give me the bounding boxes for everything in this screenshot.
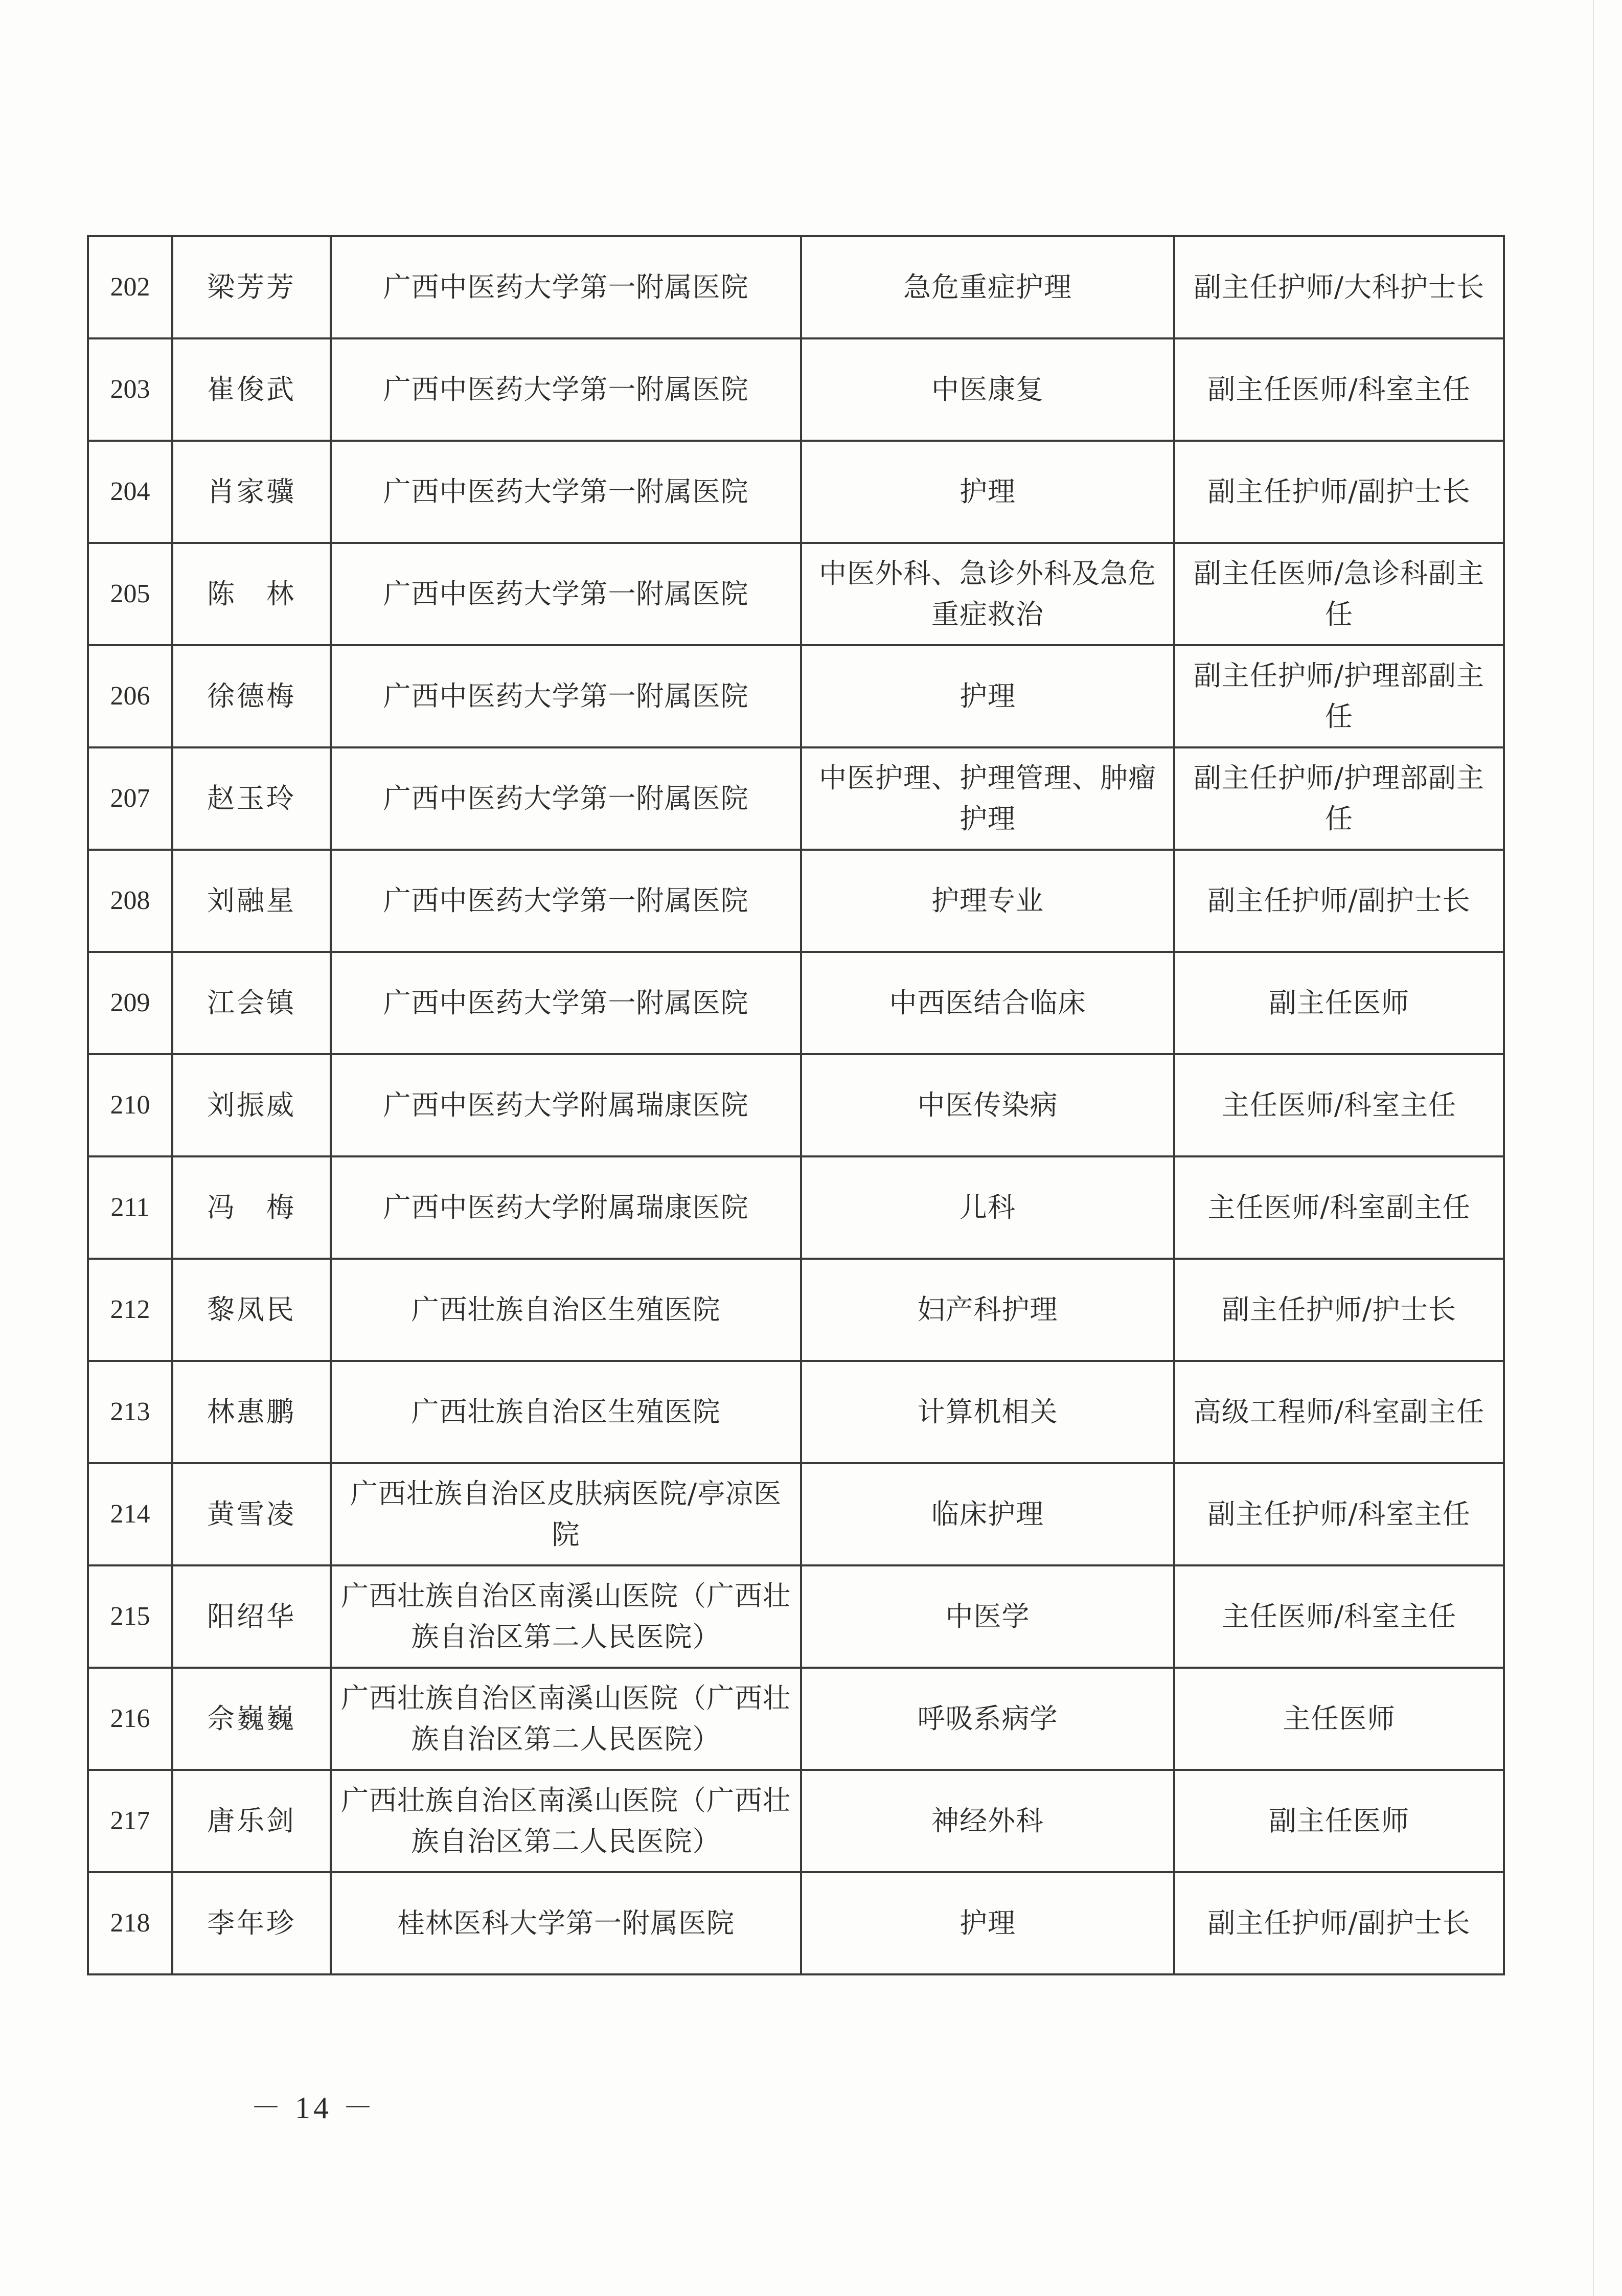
cell-unit: 广西壮族自治区生殖医院: [331, 1361, 801, 1463]
cell-specialty: 急危重症护理: [801, 236, 1174, 338]
cell-unit: 广西中医药大学附属瑞康医院: [331, 1054, 801, 1156]
cell-number: 213: [88, 1361, 172, 1463]
cell-specialty: 中医传染病: [801, 1054, 1174, 1156]
cell-title: 副主任护师/护理部副主任: [1174, 747, 1504, 850]
cell-specialty: 儿科: [801, 1156, 1174, 1259]
table-row: [88, 1565, 1504, 1668]
cell-unit: 广西中医药大学第一附属医院: [331, 441, 801, 543]
cell-number: 216: [88, 1668, 172, 1770]
cell-name: 佘巍巍: [172, 1668, 331, 1770]
cell-specialty: 中医护理、护理管理、肿瘤护理: [801, 747, 1174, 850]
cell-name: 黄雪凌: [172, 1463, 331, 1565]
roster-table-body: [88, 236, 1504, 1974]
cell-name: 冯 梅: [172, 1156, 331, 1259]
cell-specialty: 神经外科: [801, 1770, 1174, 1872]
cell-unit: 桂林医科大学第一附属医院: [331, 1872, 801, 1974]
cell-unit: 广西中医药大学第一附属医院: [331, 952, 801, 1054]
cell-unit: 广西中医药大学附属瑞康医院: [331, 1156, 801, 1259]
table-row: [88, 952, 1504, 1054]
cell-title: 副主任医师/急诊科副主任: [1174, 543, 1504, 645]
roster-table: [87, 235, 1505, 1975]
cell-name: 徐德梅: [172, 645, 331, 747]
cell-specialty: 计算机相关: [801, 1361, 1174, 1463]
cell-unit: 广西壮族自治区生殖医院: [331, 1259, 801, 1361]
cell-number: 206: [88, 645, 172, 747]
table-row: [88, 1156, 1504, 1259]
cell-name: 刘融星: [172, 850, 331, 952]
cell-unit: 广西中医药大学第一附属医院: [331, 338, 801, 441]
cell-number: 218: [88, 1872, 172, 1974]
cell-name: 肖家骥: [172, 441, 331, 543]
cell-unit: 广西壮族自治区南溪山医院（广西壮族自治区第二人民医院）: [331, 1668, 801, 1770]
cell-name: 林惠鹏: [172, 1361, 331, 1463]
cell-title: 副主任护师/副护士长: [1174, 850, 1504, 952]
cell-title: 高级工程师/科室副主任: [1174, 1361, 1504, 1463]
table-row: [88, 1361, 1504, 1463]
cell-number: 202: [88, 236, 172, 338]
cell-number: 217: [88, 1770, 172, 1872]
cell-specialty: 护理专业: [801, 850, 1174, 952]
table-row: [88, 236, 1504, 338]
cell-number: 210: [88, 1054, 172, 1156]
cell-title: 主任医师/科室主任: [1174, 1054, 1504, 1156]
cell-specialty: 呼吸系病学: [801, 1668, 1174, 1770]
cell-unit: 广西壮族自治区南溪山医院（广西壮族自治区第二人民医院）: [331, 1565, 801, 1668]
cell-number: 205: [88, 543, 172, 645]
cell-unit: 广西中医药大学第一附属医院: [331, 850, 801, 952]
cell-number: 211: [88, 1156, 172, 1259]
cell-unit: 广西壮族自治区皮肤病医院/亭凉医院: [331, 1463, 801, 1565]
cell-specialty: 中医外科、急诊外科及急危重症救治: [801, 543, 1174, 645]
cell-number: 214: [88, 1463, 172, 1565]
cell-specialty: 护理: [801, 1872, 1174, 1974]
table-row: [88, 850, 1504, 952]
cell-title: 主任医师: [1174, 1668, 1504, 1770]
cell-specialty: 中西医结合临床: [801, 952, 1174, 1054]
cell-name: 陈 林: [172, 543, 331, 645]
cell-name: 崔俊武: [172, 338, 331, 441]
table-row: [88, 1463, 1504, 1565]
page-number: － 14 －: [250, 2091, 376, 2125]
cell-number: 208: [88, 850, 172, 952]
cell-title: 主任医师/科室副主任: [1174, 1156, 1504, 1259]
cell-unit: 广西壮族自治区南溪山医院（广西壮族自治区第二人民医院）: [331, 1770, 801, 1872]
table-row: [88, 1259, 1504, 1361]
cell-title: 副主任医师: [1174, 1770, 1504, 1872]
cell-specialty: 中医康复: [801, 338, 1174, 441]
cell-name: 刘振威: [172, 1054, 331, 1156]
cell-title: 副主任护师/护理部副主任: [1174, 645, 1504, 747]
cell-specialty: 临床护理: [801, 1463, 1174, 1565]
cell-number: 203: [88, 338, 172, 441]
cell-number: 207: [88, 747, 172, 850]
cell-title: 副主任护师/副护士长: [1174, 441, 1504, 543]
cell-specialty: 妇产科护理: [801, 1259, 1174, 1361]
cell-number: 215: [88, 1565, 172, 1668]
table-row: [88, 645, 1504, 747]
cell-specialty: 护理: [801, 441, 1174, 543]
cell-title: 副主任护师/科室主任: [1174, 1463, 1504, 1565]
cell-name: 黎凤民: [172, 1259, 331, 1361]
page-edge-line: [1593, 0, 1594, 2296]
cell-name: 唐乐剑: [172, 1770, 331, 1872]
cell-name: 江会镇: [172, 952, 331, 1054]
table-row: [88, 543, 1504, 645]
cell-number: 212: [88, 1259, 172, 1361]
cell-unit: 广西中医药大学第一附属医院: [331, 747, 801, 850]
table-row: [88, 441, 1504, 543]
cell-name: 李年珍: [172, 1872, 331, 1974]
table-row: [88, 1668, 1504, 1770]
table-row: [88, 1054, 1504, 1156]
table-row: [88, 1872, 1504, 1974]
cell-unit: 广西中医药大学第一附属医院: [331, 543, 801, 645]
cell-name: 阳绍华: [172, 1565, 331, 1668]
cell-title: 副主任护师/护士长: [1174, 1259, 1504, 1361]
cell-name: 梁芳芳: [172, 236, 331, 338]
cell-title: 主任医师/科室主任: [1174, 1565, 1504, 1668]
cell-title: 副主任医师: [1174, 952, 1504, 1054]
cell-specialty: 护理: [801, 645, 1174, 747]
table-row: [88, 747, 1504, 850]
cell-number: 209: [88, 952, 172, 1054]
cell-title: 副主任护师/副护士长: [1174, 1872, 1504, 1974]
table-row: [88, 1770, 1504, 1872]
cell-name: 赵玉玲: [172, 747, 331, 850]
cell-unit: 广西中医药大学第一附属医院: [331, 236, 801, 338]
cell-specialty: 中医学: [801, 1565, 1174, 1668]
cell-number: 204: [88, 441, 172, 543]
cell-title: 副主任医师/科室主任: [1174, 338, 1504, 441]
cell-unit: 广西中医药大学第一附属医院: [331, 645, 801, 747]
table-row: [88, 338, 1504, 441]
cell-title: 副主任护师/大科护士长: [1174, 236, 1504, 338]
